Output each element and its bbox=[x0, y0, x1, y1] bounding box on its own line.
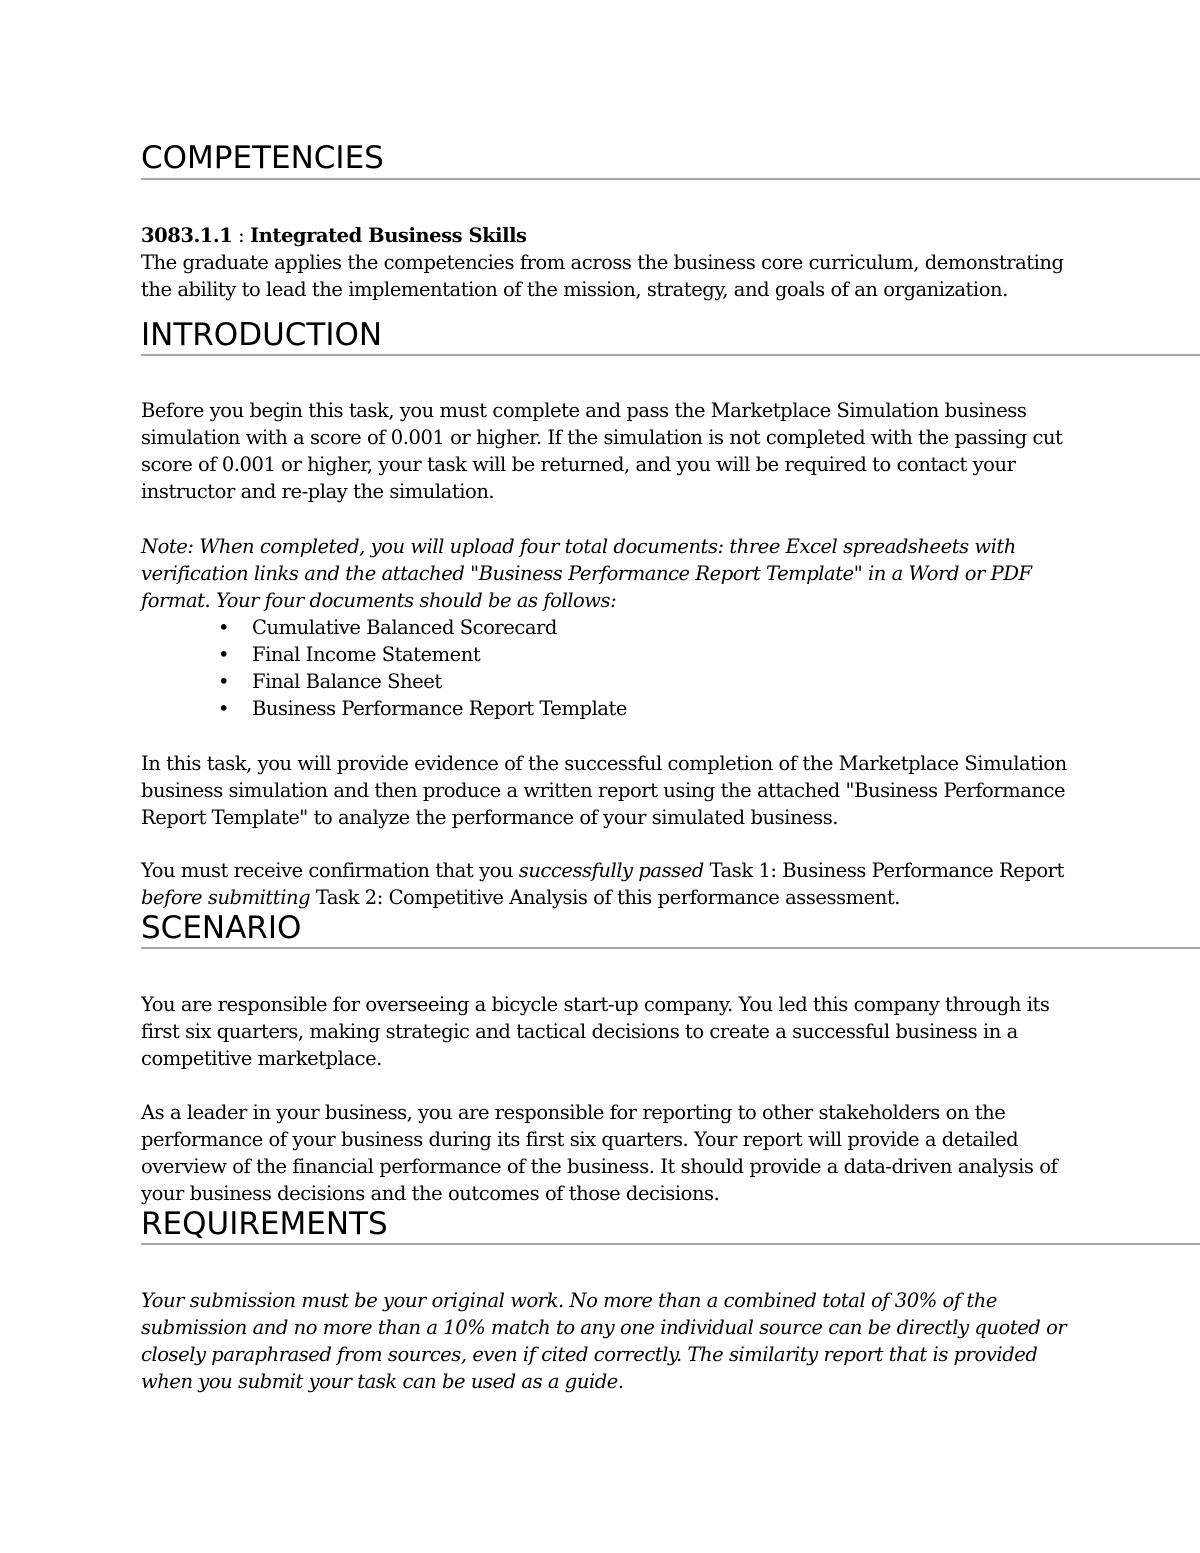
scenario-rule bbox=[141, 947, 1200, 949]
competency-code: 3083.1.1 bbox=[141, 224, 233, 247]
documents-list bbox=[218, 614, 627, 722]
document-name: Final Balance Sheet bbox=[252, 670, 442, 693]
para3-text-1: You must receive confirmation that you bbox=[141, 859, 519, 882]
competencies-heading: COMPETENCIES bbox=[141, 140, 384, 176]
requirements-heading: REQUIREMENTS bbox=[141, 1206, 388, 1242]
bullet-icon: • bbox=[218, 697, 230, 720]
document-page bbox=[141, 0, 1200, 1553]
list-item bbox=[218, 668, 627, 695]
para3-text-3: Task 2: Competitive Analysis of this performance assessment. bbox=[310, 886, 901, 909]
competency-block bbox=[141, 222, 1081, 303]
competency-separator: : bbox=[232, 224, 251, 247]
bullet-icon: • bbox=[218, 643, 230, 666]
scenario-paragraph-1: You are responsible for overseeing a bicycle start-up company. You led this company through its first six quarters, making strategic and tactical decisions to create a successful business in a competitive marketplace. bbox=[141, 993, 1050, 1070]
list-item bbox=[218, 695, 627, 722]
introduction-heading: INTRODUCTION bbox=[141, 317, 383, 353]
introduction-paragraph-3 bbox=[141, 857, 1081, 911]
para3-text-2: Task 1: Business Performance Report bbox=[703, 859, 1064, 882]
document-name: Final Income Statement bbox=[252, 643, 481, 666]
competency-title: Integrated Business Skills bbox=[250, 224, 527, 247]
para3-emphasis-2: before submitting bbox=[141, 886, 311, 909]
introduction-note: Note: When completed, you will upload four total documents: three Excel spreadsheets with verification links and the attached "Business Performance Report Template" in a Word or PDF format. Your four documents should be as follows: bbox=[141, 535, 1032, 612]
scenario-heading: SCENARIO bbox=[141, 910, 302, 946]
requirements-rule bbox=[141, 1243, 1200, 1245]
scenario-paragraph-2: As a leader in your business, you are responsible for reporting to other stakeholders on the performance of your business during its first six quarters. Your report will provide a detailed overview of the financial performance of the business. It should provide a data-driven analysis of your business decisions and the outcomes of those decisions. bbox=[141, 1101, 1058, 1205]
introduction-paragraph-1: Before you begin this task, you must complete and pass the Marketplace Simulation business simulation with a score of 0.001 or higher. If the simulation is not completed with the passing cut score of 0.001 or higher, your task will be returned, and you will be required to contact your instructor and re-play the simulation. bbox=[141, 399, 1063, 503]
competencies-rule bbox=[141, 178, 1200, 180]
introduction-rule bbox=[141, 354, 1200, 356]
bullet-icon: • bbox=[218, 670, 230, 693]
list-item bbox=[218, 641, 627, 668]
list-item bbox=[218, 614, 627, 641]
document-name: Cumulative Balanced Scorecard bbox=[252, 616, 557, 639]
requirements-paragraph-1: Your submission must be your original work. No more than a combined total of 30% of the submission and no more than a 10% match to any one individual source can be directly quoted or closely paraphrased from sources, even if cited correctly. The similarity report that is provided when you submit your task can be used as a guide. bbox=[141, 1289, 1067, 1393]
competency-description: The graduate applies the competencies from across the business core curriculum, demonstrating the ability to lead the implementation of the mission, strategy, and goals of an organization. bbox=[141, 251, 1064, 301]
document-name: Business Performance Report Template bbox=[252, 697, 628, 720]
bullet-icon: • bbox=[218, 616, 230, 639]
introduction-paragraph-2: In this task, you will provide evidence of the successful completion of the Marketplace Simulation business simulation and then produce a written report using the attached "Business Performance Report Template" to analyze the performance of your simulated business. bbox=[141, 752, 1067, 829]
para3-emphasis-1: successfully passed bbox=[518, 859, 704, 882]
